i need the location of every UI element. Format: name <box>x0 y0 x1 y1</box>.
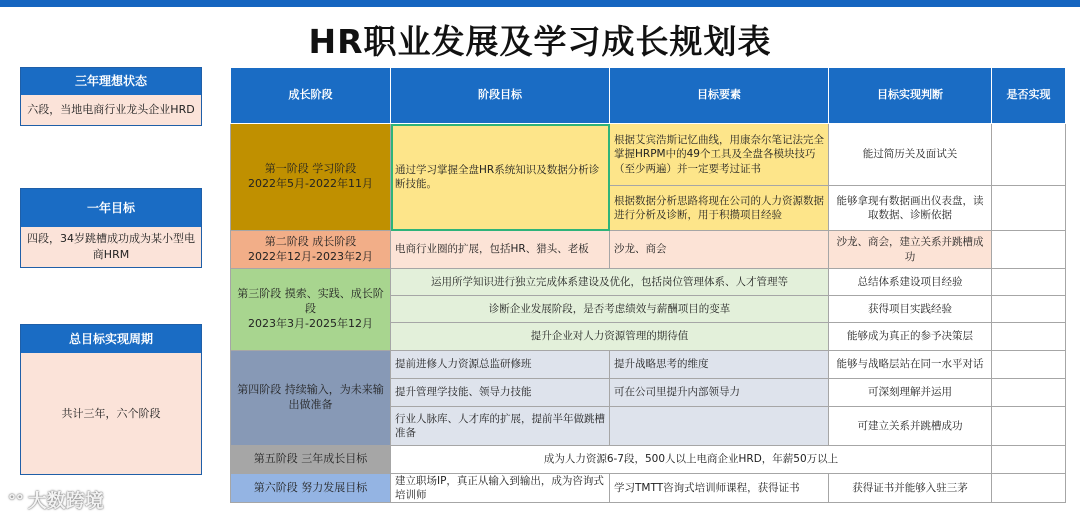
stage1-achieved-1[interactable] <box>992 124 1066 186</box>
three-year-ideal-box <box>20 67 202 126</box>
table-header-row <box>231 68 1066 124</box>
stage1-cell <box>231 124 391 231</box>
stage3-cell <box>231 269 391 351</box>
stage5-goal: 成为人力资源6-7段，500人以上电商企业HRD，年薪50万以上 <box>391 446 992 474</box>
stage4-judgement-1: 能够与战略层站在同一水平对话 <box>829 351 992 379</box>
table-row <box>231 351 1066 379</box>
stage4-goal-1: 提前进修人力资源总监研修班 <box>391 351 610 379</box>
brand-logo-icon: ᐤᐤ <box>8 487 24 512</box>
stage3-achieved-3[interactable] <box>992 323 1066 351</box>
table-row <box>231 231 1066 269</box>
three-year-ideal-text: 六段，当地电商行业龙头企业HRD <box>21 95 201 125</box>
stage3-judgement-1: 总结体系建设项目经验 <box>829 269 992 296</box>
header-judgement: 目标实现判断 <box>829 68 992 124</box>
header-goal: 阶段目标 <box>391 68 610 124</box>
stage3-judgement-2: 获得项目实践经验 <box>829 296 992 323</box>
stage6-name: 第六阶段 努力发展目标 <box>231 474 391 503</box>
table-row <box>231 446 1066 474</box>
stage3-name: 第三阶段 摸索、实践、成长阶段 <box>237 287 384 316</box>
stage1-element-2: 根据数据分析思路将现在公司的人力资源数据进行分析及诊断，用于积攒项目经验 <box>610 186 829 231</box>
stage3-period: 2023年3月-2025年12月 <box>248 316 373 330</box>
header-achieved: 是否实现 <box>992 68 1066 124</box>
stage3-achieved-1[interactable] <box>992 269 1066 296</box>
plan-table <box>230 67 1066 503</box>
header-stage: 成长阶段 <box>231 68 391 124</box>
stage6-goal: 建立职场IP，真正从输入到输出，成为咨询式培训师 <box>391 474 610 503</box>
stage6-judgement: 获得证书并能够入驻三茅 <box>829 474 992 503</box>
watermark-text: 大数跨境 <box>27 490 104 512</box>
stage3-judgement-3: 能够成为真正的参予决策层 <box>829 323 992 351</box>
stage2-cell <box>231 231 391 269</box>
stage4-achieved-3[interactable] <box>992 407 1066 446</box>
stage4-goal-2: 提升管理学技能、领导力技能 <box>391 379 610 407</box>
stage4-judgement-3: 可建立关系并跳槽成功 <box>829 407 992 446</box>
top-accent-bar <box>0 0 1080 7</box>
page-title: HR职业发展及学习成长规划表 <box>308 22 772 61</box>
one-year-goal-heading: 一年目标 <box>21 189 201 227</box>
stage4-achieved-2[interactable] <box>992 379 1066 407</box>
total-cycle-heading: 总目标实现周期 <box>21 325 201 353</box>
stage4-goal-3: 行业人脉库、人才库的扩展，提前半年做跳槽准备 <box>391 407 610 446</box>
stage4-achieved-1[interactable] <box>992 351 1066 379</box>
stage3-achieved-2[interactable] <box>992 296 1066 323</box>
stage2-judgement: 沙龙、商会，建立关系并跳槽成功 <box>829 231 992 269</box>
table-row <box>231 474 1066 503</box>
stage3-goal-1: 运用所学知识进行独立完成体系建设及优化，包括岗位管理体系、人才管理等 <box>391 269 829 296</box>
stage3-goal-3: 提升企业对人力资源管理的期待值 <box>391 323 829 351</box>
stage2-name: 第二阶段 成长阶段 <box>264 234 357 248</box>
three-year-ideal-heading: 三年理想状态 <box>21 68 201 95</box>
one-year-goal-box <box>20 188 202 268</box>
stage1-judgement-2: 能够拿现有数据画出仪表盘，读取数据、诊断依据 <box>829 186 992 231</box>
stage4-element-2: 可在公司里提升内部领导力 <box>610 379 829 407</box>
stage4-element-1: 提升战略思考的维度 <box>610 351 829 379</box>
total-cycle-box <box>20 324 202 475</box>
stage5-achieved[interactable] <box>992 446 1066 474</box>
stage3-goal-2: 诊断企业发展阶段，是否考虑绩效与薪酬项目的变革 <box>391 296 829 323</box>
stage1-name: 第一阶段 学习阶段 <box>264 162 357 176</box>
header-elements: 目标要素 <box>610 68 829 124</box>
stage6-achieved[interactable] <box>992 474 1066 503</box>
stage4-element-3 <box>610 407 829 446</box>
table-row <box>231 269 1066 296</box>
stage1-element-1: 根据艾宾浩斯记忆曲线，用康奈尔笔记法完全掌握HRPM中的49个工具及全盘各模块技巧（至少两遍）并一定要考过证书 <box>610 124 829 186</box>
one-year-goal-text: 四段，34岁跳槽成功成为某小型电商HRM <box>21 227 201 267</box>
table-row <box>231 124 1066 186</box>
stage2-period: 2022年12月-2023年2月 <box>248 249 373 263</box>
stage2-element: 沙龙、商会 <box>610 231 829 269</box>
watermark <box>8 486 104 513</box>
stage1-achieved-2[interactable] <box>992 186 1066 231</box>
total-cycle-text: 共计三年，六个阶段 <box>21 353 201 474</box>
stage4-judgement-2: 可深刻理解并运用 <box>829 379 992 407</box>
stage2-goal: 电商行业圈的扩展，包括HR、猎头、老板 <box>391 231 610 269</box>
stage1-judgement-1: 能过简历关及面试关 <box>829 124 992 186</box>
stage1-goal: 通过学习掌握全盘HR系统知识及数据分析诊断技能。 <box>391 124 610 231</box>
stage2-achieved[interactable] <box>992 231 1066 269</box>
stage4-name: 第四阶段 持续输入，为未来输出做准备 <box>231 351 391 446</box>
stage5-name: 第五阶段 三年成长目标 <box>231 446 391 474</box>
stage6-element: 学习TMTT咨询式培训师课程，获得证书 <box>610 474 829 503</box>
stage1-period: 2022年5月-2022年11月 <box>248 177 373 190</box>
